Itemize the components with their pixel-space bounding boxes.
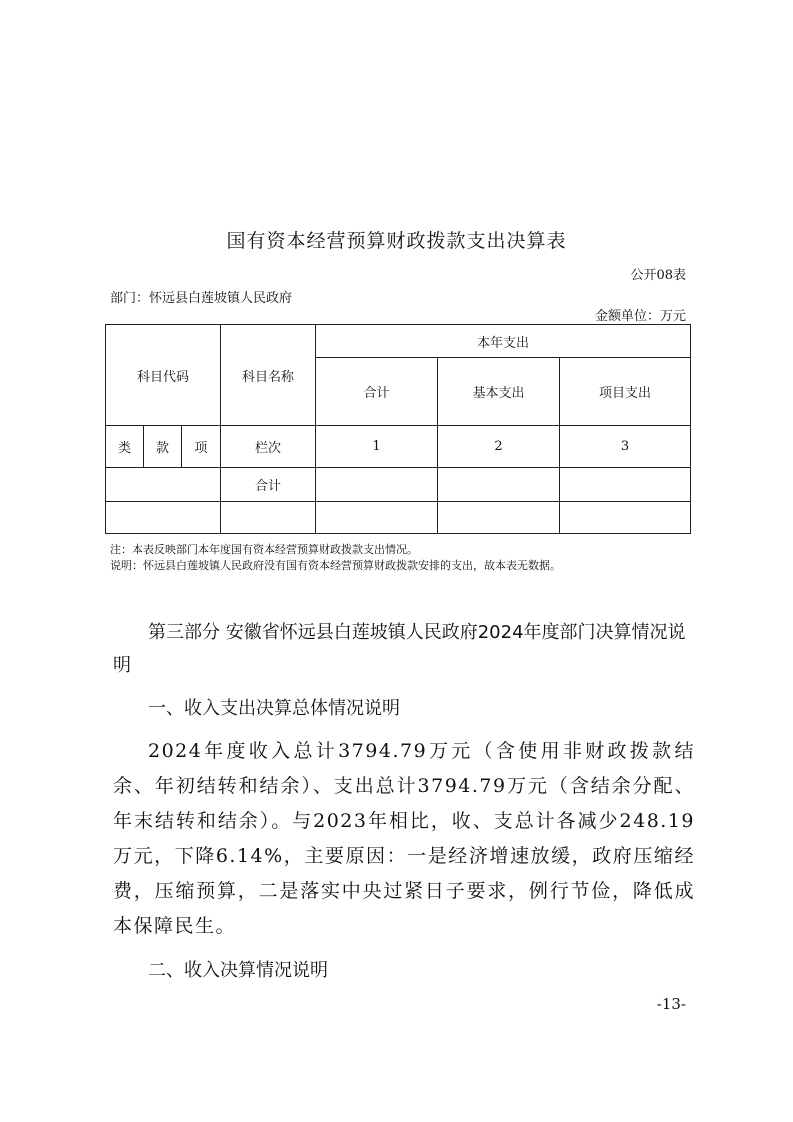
table-note: 注：本表反映部门本年度国有资本经营预算财政拨款支出情况。 — [110, 543, 418, 556]
col-index-2: 2 — [438, 426, 560, 468]
table-row — [106, 426, 691, 468]
header-basic: 基本支出 — [438, 358, 560, 426]
cell-empty — [560, 468, 691, 502]
cell-empty — [438, 502, 560, 534]
cell-empty — [438, 468, 560, 502]
section-one-paragraph: 2024年度收入总计3794.79万元（含使用非财政拨款结余、年初结转和结余）、支出总计3794.79万元（含结余分配、年末结转和结余）。与2023年相比，收、支总计各减少248.19万元，下降6.14%，主要原因：一是经济增速放缓，政府压缩经费，压缩预算，二是落实中央过紧日子要求，例行节俭，降低成本保障民生。 — [113, 740, 695, 937]
col-lanci: 栏次 — [221, 426, 316, 468]
cell-empty — [560, 502, 691, 534]
col-index-1: 1 — [316, 426, 438, 468]
section-one-heading: 一、收入支出决算总体情况说明 — [148, 698, 400, 719]
amount-unit: 金额单位：万元 — [594, 309, 686, 324]
col-xiang: 项 — [182, 426, 221, 468]
cell-empty — [316, 502, 438, 534]
cell-empty — [106, 502, 221, 534]
department-label: 部门：怀远县白莲坡镇人民政府 — [110, 291, 293, 306]
total-row-label: 合计 — [221, 468, 316, 502]
cell-empty — [106, 468, 221, 502]
col-index-3: 3 — [560, 426, 691, 468]
col-lei: 类 — [106, 426, 144, 468]
header-current-year: 本年支出 — [316, 325, 691, 358]
cell-empty — [316, 468, 438, 502]
col-kuan: 款 — [144, 426, 182, 468]
section-two-heading: 二、收入决算情况说明 — [148, 960, 328, 981]
form-id: 公开08表 — [630, 268, 686, 283]
header-project: 项目支出 — [560, 358, 691, 426]
part-three-heading: 第三部分 安徽省怀远县白莲坡镇人民政府2024年度部门决算情况说明 — [113, 622, 686, 676]
page-number: -13- — [656, 995, 686, 1013]
cell-empty — [221, 502, 316, 534]
table-row — [106, 468, 691, 502]
table-row — [106, 502, 691, 534]
header-total: 合计 — [316, 358, 438, 426]
header-subject-name: 科目名称 — [221, 325, 316, 426]
header-subject-code: 科目代码 — [106, 325, 221, 426]
table-explanation: 说明：怀远县白莲坡镇人民政府没有国有资本经营预算财政拨款安排的支出，故本表无数据。 — [110, 559, 561, 572]
expenditure-table — [105, 324, 691, 534]
table-title: 国有资本经营预算财政拨款支出决算表 — [226, 230, 567, 252]
